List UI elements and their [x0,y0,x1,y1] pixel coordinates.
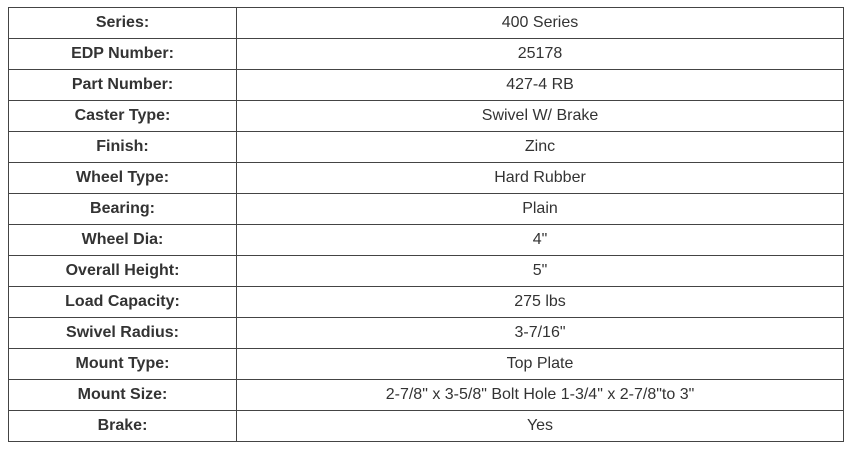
spec-label: Load Capacity: [9,287,237,318]
spec-label: Mount Type: [9,349,237,380]
spec-label: Swivel Radius: [9,318,237,349]
table-row [9,39,844,70]
spec-table [8,7,844,442]
spec-label: Part Number: [9,70,237,101]
table-row [9,70,844,101]
table-row [9,194,844,225]
spec-label: EDP Number: [9,39,237,70]
spec-value: 400 Series [237,8,844,39]
spec-label: Caster Type: [9,101,237,132]
spec-label: Brake: [9,411,237,442]
spec-value: 25178 [237,39,844,70]
table-row [9,8,844,39]
spec-value: Plain [237,194,844,225]
spec-label: Finish: [9,132,237,163]
spec-value: 2-7/8" x 3-5/8" Bolt Hole 1-3/4" x 2-7/8"to 3" [237,380,844,411]
spec-label: Bearing: [9,194,237,225]
spec-value: 427-4 RB [237,70,844,101]
spec-value: 3-7/16" [237,318,844,349]
spec-value: Top Plate [237,349,844,380]
table-row [9,349,844,380]
table-row [9,132,844,163]
spec-label: Overall Height: [9,256,237,287]
table-row [9,163,844,194]
spec-label: Wheel Type: [9,163,237,194]
spec-value: Yes [237,411,844,442]
spec-label: Mount Size: [9,380,237,411]
table-row [9,256,844,287]
table-row [9,287,844,318]
spec-label: Series: [9,8,237,39]
table-row [9,318,844,349]
spec-value: 4" [237,225,844,256]
spec-value: Swivel W/ Brake [237,101,844,132]
table-row [9,380,844,411]
spec-value: Zinc [237,132,844,163]
spec-value: Hard Rubber [237,163,844,194]
table-row [9,225,844,256]
spec-value: 275 lbs [237,287,844,318]
spec-label: Wheel Dia: [9,225,237,256]
table-row [9,101,844,132]
spec-value: 5" [237,256,844,287]
top-cropped-area [0,0,852,7]
table-row [9,411,844,442]
